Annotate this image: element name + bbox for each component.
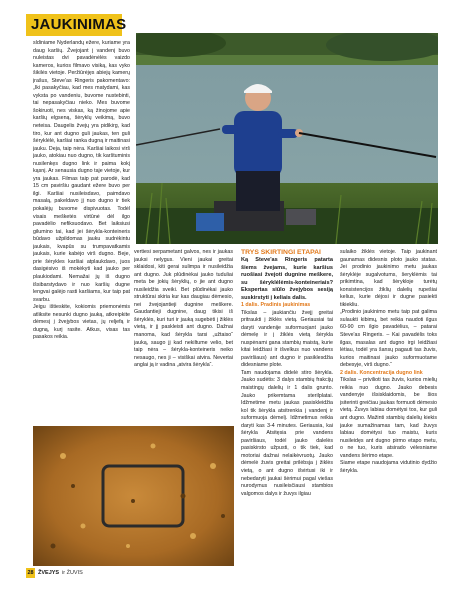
- angler-photo-image: [136, 33, 438, 244]
- section-banner: [26, 14, 127, 36]
- article-column-3: [241, 249, 333, 579]
- stage2-title: Koncentracija dugno link: [359, 369, 423, 376]
- page-number: 28: [27, 570, 34, 576]
- section-heading: TRYS SKIRTINGI ETAPAI: [241, 249, 321, 256]
- stage1-text-2: Tam naudojama didelė stiro šėrykla. Jauko sudėtis: 3 dalys stambių frakcijų maistingų dalelių ir 1 dalis grunto. Jauko prikemtama sterilplatai. Idžmetime metu jaukas pasiskleidžia kol tik šėrykla atsitrenkia į vandenį ir suformuoja dėmelį. Idžmetimus reikia daryti kas 3-4 minutes. Geriausia, kai šėrykla Atsitęsia prie vandens paviršiaus, todėl jauko dalelės pasiskirsto užpusti, o tik tiek, kad motoriai dažnai nelaikėvruotų. Jauko dėmelė žuvis greitai prilėbsja į žiklės vietą, o ant dugno išvirtusi iki ir nebedaryti jaukai šėrimui pagal viešas nurodymus nusileisčiausi stambios valgomos dalys ir žuvys ilgiau: [241, 369, 333, 497]
- lead-paragraph: Ką Steve'as Ringeris patarta šiems žvejams, kurie karšius ruošiasi žvejoti dugnine meškere, su šėryklėlėmis-konteineriais? Ekspertas siūlo žvejybos sesiją suskirstyti į keliais dalis.: [241, 257, 333, 301]
- stage1-text: Tikslas – jaukiančiu žvejį greitai pritraukti į žiklės vietą. Geriausiai tai daryti vandenije suformuojant jauko dėmelę ir į žiklės vietą šėrykla nuspėnami gana stambių maistą, kurie kitai leidžiasi ir išvelkus nuo vandens paviršiaus) ant dugno ir pasiklesdžia didesniame plote.: [241, 309, 333, 369]
- stage2-text-2: Siame etape naudojama vidutinio dydžio šėrykla.: [340, 460, 437, 474]
- stage2-paragraph: [340, 370, 437, 378]
- article-column-4: [340, 249, 437, 564]
- stage1-paragraph: [241, 302, 333, 310]
- col1-paragraph-2: Jeigu ištieskite, kokiomis priemonėmis atliksite nesunki dugno jauką, atkreipkite dėmesį į žvejybos vietas, jų reljefą ir dugną, kurį rasite. Atkus, visas tas pasakos reikia.: [33, 304, 130, 341]
- magazine-brand-suffix: ir ŽUVIS: [62, 570, 83, 576]
- main-photo: [136, 33, 438, 244]
- stage1-title: Pradinis jaukinimas: [260, 302, 311, 308]
- groundbait-photo: [33, 426, 234, 566]
- col4-paragraph-2: „Prodinio jaukinimo metu taip pat galima sulaukti kibimų, bet reikia naudoti ilgus 60-90 cm ilgio pavadėlius, – patarai Steve'as Ringeris. – Kai pavadėlis toks ilgas, masalas ant dugno irgi leidžiasi lėtiau, todėl yra šansų pagauti tas žuvis, kurios maitinasi jauko suformuotame debesyje, virš dugno.“: [340, 309, 437, 369]
- col1-paragraph-1: sldiniame Nyderlandų ežere, kuriame yra daug karšių. Žvejojant į vandenį buvo nuleistas dvi pavadėnėlės vaizdo kameros, kurios filmavo visiką, kas vyko šikilės vietoje. Peržiūrėjęs abiejų kamerų įrašus, Steve'as Ringeris pakomentavo: „Iki pasakyčiau, kad mes matydami, kas vyksta po vandeniu, buvome nustebinti, tai nepasakyčiau nieko. Mes buvome šokiruoti, nes viskas, ką žinojome apie karšių elgseną, šėryklų veikimą, buvo neteisa. Daugelis žvejų yra pidikirg, kad tiro, kur ant dugno guli jaukas, ten guli šėryklėlė, karšiai ranka dugną ir maitinasi jauku. Deja, taip nėra. Karšiai laikosi virš jauko, atokiau nuo dugno, tik karštuminis nusilenkęs dugno link ir paima kokį kąsnį. Ar senausia dugno taje vietoje, kur yra jaukas. Filmas taip pat parodė, kad 15 cm paviršiu gaudant ežere buvo per ilgi. Karšiai nusileisdavo, paimdavo masalą, pakeldavo jį nuo dugno ir tiek pokalėjų buvome dispivuotas. Todėl visais mešketės virtūnė dėl ilgo pavadėlio nefiksuodavo. Bet laiksiusi gilumino tai, kad jei šėrykla-konteineris būdavo užpildomas jauku sudrėkintu jaukais, kvapūs su trumpavatkamis jaukais, kurie kabėjo virš dugno. Beje, prie šėrykles karšiai atplaukdavo, juos dasigėsivo iš mokėkyti kad jauko per plaukiodami. Nemažai jų iš dugno išsibarstydavo ir nuo karšių dugne lengvai galėjo rasti karšiams, kur taip pat svarbu.: [33, 40, 130, 303]
- stage2-label: 2 dalis.: [340, 369, 358, 376]
- col4-paragraph-1: sulaiko žiklės vietoje. Taip jaukinant gaunamas didesnis ploto jauko statas. Jei prodinio jaukinimo metu jaukas šėryklėje sugalvotums, šeryklėmis tai prikimtina, kad šėrykloje turėtų konsistencijos žiklių dalelių rupešiai kelius, kurie dėjosi ir dugne pasiekti tikiekliu.: [340, 249, 437, 308]
- col2-paragraph-1: vertiesi serpametant galvos, nes ir jaukas jauksi nelygus. Vieni jaukai greitai sklaidosi, kiti gerai sulimpa ir nusileidžia ant dugno. Juk plūdinėkai jauko tuduliai meta be jokių šėryklių, o jie ant dugno nusileidžia sveiki. Bet plūdinėkai jauko struktūrai skiria kur kas daugiau dėmesio, nei žvejojantieji dugnine meškere. Gaudantieji dugnine, daug tikisi iš šėryklės, kuri turi ir jauką sugebėti į žiklės vietą, ir jį paskleisti ant dugno. Dažnai manoma, kad šėrykla tarsi „užtaiso“ jauką, saugo jį kad nekiltume velio, bet taip nėra – šėrykla-konteineris neiko nesaugo, nes ji – visiškai atvira. Nevertai anglai ją ir vadina „atvira šėrykla“.: [134, 249, 233, 369]
- stage2-text: Tikslas – privilioti tas žuvis, kurios mielių reikia nuo dugno. Jauko debesis vandenyje išsisklaidomis, be šios įsiterinti greičiau jaukas formuoti dėmesio vietą. Žuvys labiau domėtysi tos, kur guli ant dugno. Mažinti stambių dalelių kiekis jauke sumažinamas tam, kad žuvys labiau domėtysi tuo maistu, kuris nusileidęs ant dugno pirmo etapo metu, o ne tuo, kuris atsirado vėlesniame vandens šėrimo etape.: [340, 377, 437, 459]
- groundbait-photo-image: [33, 426, 234, 566]
- magazine-brand: ŽVEJYS: [38, 570, 60, 576]
- article-column-1: [33, 40, 130, 430]
- stage1-label: 1 dalis.: [241, 302, 259, 308]
- section-title: JAUKINIMAS: [31, 16, 127, 33]
